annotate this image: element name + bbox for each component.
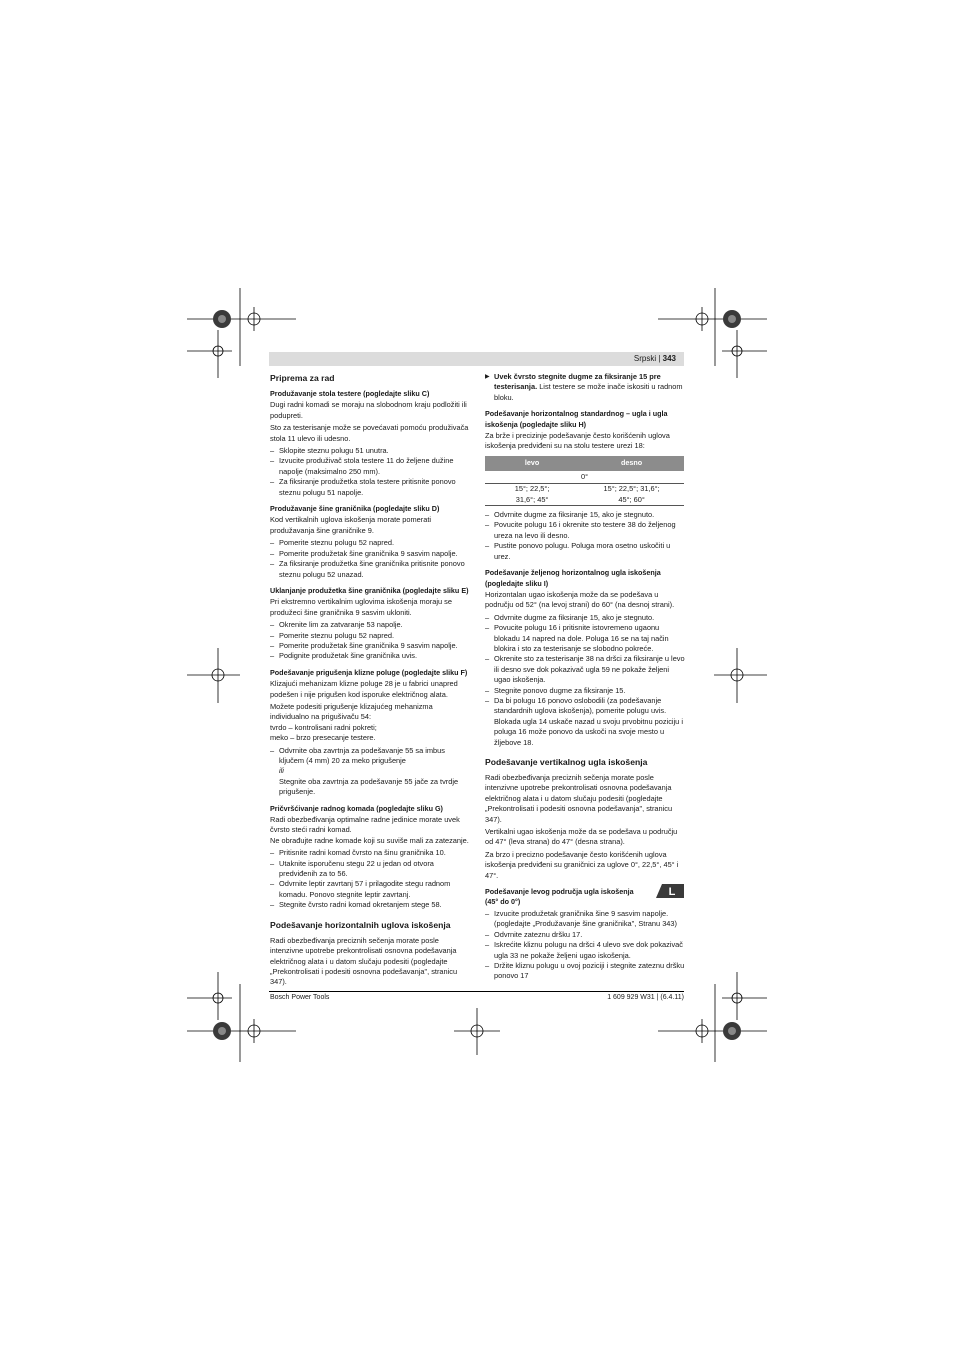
table-cell-center: 0° [485,471,684,484]
list-pricvrscivanje [270,848,470,910]
list-item: – Odvrnite dugme za fiksiranje 15, ako je stegnuto. [485,510,685,520]
paragraph: Horizontalan ugao iskošenja može da se podešava u području od 52° (na levoj strani) do 60° (na desnoj strani). [485,589,675,610]
list-item: – Povucite polugu 16 i pritisnite istovremeno ugaonu blokadu 14 napred na dole. Poluga 16 se na taj način blokira i sto za testerisanje se slobodno pokreće. [485,623,685,654]
paragraph: Radi obezbeđivanja preciznih sečenja morate posle intenzivne upotrebe prekontrolisati osnovna podešavanja električnog alata i u datom slučaju podesiti (pogledajte „Prekontrolisati i podesiti osnovna podešavanja", stranicu 347). [485,773,673,824]
right-column [485,372,685,984]
list-prigusenje [270,746,470,798]
list-item [270,746,470,798]
paragraph: Ne obrađujte radne komade koji su suviše mali za zatezanje. [270,835,469,845]
heading-produzavanje-stola: Produžavanje stola testere (pogledajte sliku C) [270,389,430,398]
list-item: – Izvucite produžetak graničnika šine 9 sasvim napolje. (pogledajte „Produžavanje šine graničnika", Stranu 343) [485,909,685,930]
paragraph: Radi obezbeđivanja optimalne radne jedinice morate uvek čvrsto steći radni komad. [270,815,460,835]
heading-vertikalnog: Podešavanje vertikalnog ugla iskošenja [485,757,648,767]
heading-horizontalnih: Podešavanje horizontalnih uglova iskošenja [270,919,451,930]
list-item-text: Stegnite oba zavrtnja za podešavanje 55 jače za tvrdje prigušenje. [279,776,459,797]
list-item: – Pritisnite radni komad čvrsto na šinu graničnika 10. [270,848,470,858]
list-item-ili: ili [279,766,284,776]
table-header-desno: desno [579,456,684,471]
header-page-number: 343 [662,354,676,363]
paragraph: Pri ekstremno vertikalnim uglovima iskošenja moraju se produžeci šine graničnika 9 sasvim ukloniti. [270,597,452,617]
list-item: – Pomerite steznu polugu 52 napred. [270,538,470,548]
paragraph: Radi obezbeđivanja preciznih sečenja morate posle intenzivne upotrebe prekontrolisati osnovna podešavanja električnog alata i u datom slučaju podesiti (pogledajte „Prekontrolisati i podesiti osnovna podešavanja", stranicu 347). [270,935,458,987]
list-item: – Pomerite steznu polugu 52 napred. [270,631,470,641]
heading-standardnog: Podešavanje horizontalnog standardnog – ugla i ugla iskošenja (pogledajte sliku H) [485,409,668,429]
page-header-text [634,353,676,365]
paragraph: Za brže i precizinje podešavanje često korišćenih uglova iskošenja predviđeni su na stolu testere urezi 18: [485,431,670,451]
table-header-levo: levo [485,456,579,471]
list-item: – Stegnite čvrsto radni komad okretanjem stege 58. [270,900,470,910]
heading-zeljenog: Podešavanje željenog horizontalnog ugla iskošenja (pogledajte sliku I) [485,568,661,588]
warning-bold: Uvek čvrsto stegnite dugme za fiksiranje 15 pre testerisanja. [494,372,661,392]
heading-prigusenje: Podešavanje prigušenja klizne poluge (pogledajte sliku F) [270,667,468,677]
list-item: – Odvrnite zateznu dršku 17. [485,930,685,940]
footer-docnumber: 1 609 929 W31 | (6.4.11) [607,994,684,1001]
paragraph: meko – brzo presecanje testere. [270,733,376,743]
list-item: – Podignite produžetak šine graničnika uvis. [270,651,470,661]
list-item: – Pomerite produžetak šine graničnika 9 sasvim napolje. [270,549,470,559]
paragraph: Vertikalni ugao iskošenja može da se podešava u području od 47° (leva strana) do 47° (desna strana). [485,827,678,847]
paragraph: Sto za testerisanje može se povećavati pomoću produživača stola 11 ulevo ili udesno. [270,423,469,443]
list-item: – Odvrnite dugme za fiksiranje 15, ako je stegnuto. [485,613,685,623]
list-stola [270,446,470,498]
paragraph: Možete podesiti prigušenje klizajućeg mehanizma individualno na prigušivaču 54: [270,701,433,722]
paragraph: Za brzo i precizno podešavanje često korišćenih uglova iskošenja predviđeni su graničnici za uglove 0°, 22,5°, 45° i 47°. [485,849,679,880]
heading-levog: Podešavanje levog područja ugla iskošenja (45° do 0°) [485,887,634,907]
list-item: – Sklopite steznu polugu 51 unutra. [270,446,470,456]
table-cell-left: 15°; 22,5°; 31,6°; 45° [485,484,579,506]
left-column [270,372,470,990]
heading-pricvrscivanje: Pričvršćivanje radnog komada (pogledajte sliku G) [270,803,443,813]
list-uklanjanje [270,620,470,662]
list-sine [270,538,470,580]
list-item: – Iskrećite kliznu polugu na dršci 4 ulevo sve dok pokazivač ugla 33 ne pokaže željeni ugao iskošenja. [485,940,685,961]
paragraph: Kod vertikalnih uglova iskošenja morate pomerati produžavanja šine graničnike 9. [270,515,432,535]
heading-produzavanje-sine: Produžavanje šine graničnika (pogledajte sliku D) [270,504,440,514]
list-item: – Držite kliznu polugu u ovoj poziciji i stegnite zateznu dršku ponovo 17 [485,961,685,982]
list-item: – Da bi polugu 16 ponovo oslobodili (za podešavanje standardnih uglova iskošenja), pomerite polugu uvis. Blokada ugla 14 uskače nazad u svoju prvobitnu poziciju i poluga 16 može ponovo da uskoči na svoje mesto u žljebove 18. [485,696,685,748]
list-item: – Utaknite isporučenu stegu 22 u jedan od otvora predviđenih za to 56. [270,859,470,880]
header-separator: | [656,354,663,363]
warning-item [485,372,685,403]
list-item: – Povucite polugu 16 i okrenite sto testere 38 do željenog ureza na levo ili desno. [485,520,685,541]
list-item: – Za fiksiranje produžetka šine graničnika pritisnite ponovo steznu polugu 52 unazad. [270,559,470,580]
notch-angle-table [485,456,684,506]
table-cell-right: 15°; 22,5°; 31,6°; 45°; 60° [579,484,684,506]
heading-priprema: Priprema za rad [270,373,335,383]
warning-text: List testere se može inače iskositi u radnom bloku. [494,382,683,402]
section-badge-icon [656,884,684,898]
heading-uklanjanje: Uklanjanje produžetka šine graničnika (pogledajte sliku E) [270,585,469,595]
warning-list [485,372,685,403]
paragraph: Klizajući mehanizam klizne poluge 28 je u fabrici unapred podešen i nije prigušen kod isporuke električnog alata. [270,679,458,699]
footer-rule [269,991,684,992]
list-item: – Okrenite sto za testerisanje 38 na dršci za fiksiranje u levo ili desno sve dok pokazivač ugla 59 ne pokaže željeni ugao iskošenja. [485,654,685,685]
list-item-text: Odvrnite oba zavrtnja za podešavanje 55 sa imbus ključem (4 mm) 20 za meko prigušenje [279,745,445,765]
list-item: – Za fiksiranje produžetka stola testere pritisnite ponovo steznu polugu 51 napolje. [270,477,470,498]
list-item: – Pomerite produžetak šine graničnika 9 sasvim napolje. [270,641,470,651]
header-language: Srpski [633,354,657,363]
list-item: – Stegnite ponovo dugme za fiksiranje 15. [485,686,685,696]
paragraph: tvrdo – kontrolisani radni pokreti; [270,722,377,732]
page-header-bar [269,352,684,366]
list-zeljenog [485,613,685,748]
list-item: – Izvucite produživač stola testere 11 do željene dužine napolje (maksimalno 250 mm). [270,456,470,477]
list-item: – Odvrnite leptir zavrtanj 57 i prilagodite stegu radnom komadu. Ponovo stegnite leptir zavrtanj. [270,879,470,900]
list-levog [485,909,685,982]
paragraph: Dugi radni komadi se moraju na slobodnom kraju podložiti ili podupreti. [270,400,467,420]
list-item: – Pustite ponovo polugu. Poluga mora osetno uskočiti u urez. [485,541,685,562]
footer-brand: Bosch Power Tools [270,994,330,1001]
badge-letter: L [668,886,676,898]
list-standardnog [485,510,685,562]
list-item: – Okrenite lim za zatvaranje 53 napolje. [270,620,470,630]
